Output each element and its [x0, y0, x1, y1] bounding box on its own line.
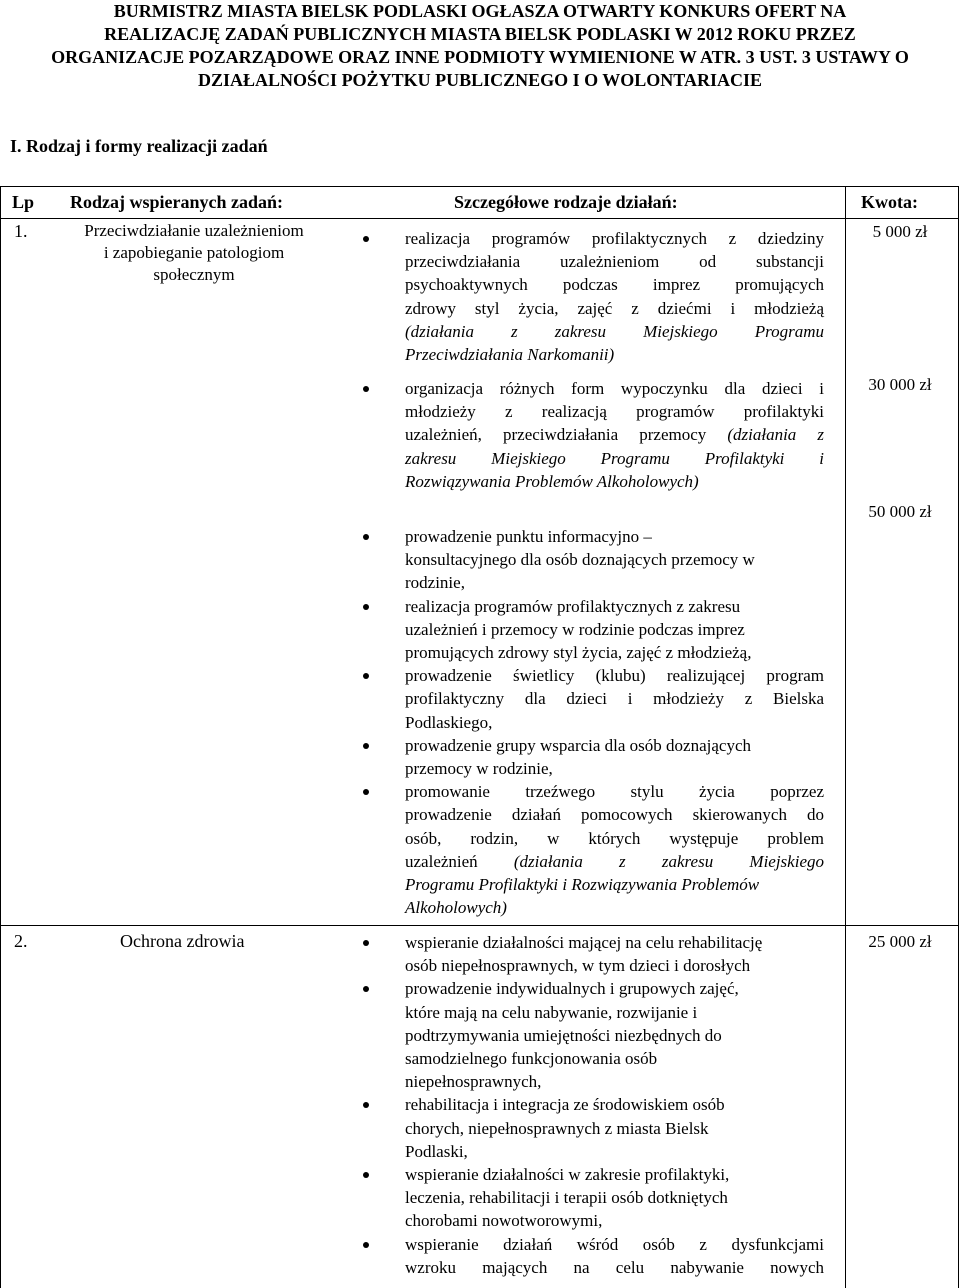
item-line: profilaktyczny dla dzieci i młodzieży z Bielska: [405, 689, 824, 709]
item-line: przeciwdziałania uzależnieniom od substancji: [405, 252, 824, 272]
item-line: rehabilitacja i integracja ze środowiskiem osób: [405, 1095, 725, 1115]
list-item: [362, 227, 824, 366]
activity-list: [362, 525, 824, 919]
item-line: leczenia, rehabilitacji i terapii osób dotkniętych: [405, 1188, 728, 1208]
header-details: Szczegółowe rodzaje działań:: [454, 192, 678, 212]
item-line: Programu Profilaktyki i Rozwiązywania Problemów: [405, 875, 760, 895]
amount-value: 5 000 zł: [872, 222, 928, 241]
row-number: 1.: [14, 221, 28, 241]
list-item: [362, 664, 824, 734]
list-item: [362, 734, 824, 780]
item-line: osób niepełnosprawnych, w tym dzieci i dorosłych: [405, 956, 751, 976]
item-line: promowanie trzeźwego stylu życia poprzez: [405, 782, 824, 802]
row-divider: [0, 925, 959, 926]
item-line: niepełnosprawnych,: [405, 1072, 542, 1092]
item-line: prowadzenie grupy wsparcia dla osób doznających: [405, 735, 752, 755]
title-line: DZIAŁALNOŚCI POŻYTKU PUBLICZNEGO I O WOLONTARIACIE: [198, 70, 762, 90]
activity-list: [362, 227, 824, 366]
activity-list: [362, 931, 824, 1279]
item-line: [405, 850, 824, 873]
list-item: [362, 931, 824, 977]
item-line: Podlaski,: [405, 1141, 468, 1161]
title-line: REALIZACJĘ ZADAŃ PUBLICZNYCH MIASTA BIELSK PODLASKI W 2012 ROKU PRZEZ: [104, 24, 856, 44]
item-line: prowadzenie punktu informacyjno –: [405, 527, 652, 546]
list-item: [362, 525, 824, 595]
header-lp: Lp: [12, 192, 35, 212]
amount-value: 25 000 zł: [868, 932, 932, 951]
item-line: osób, rodzin, w których występuje problem: [405, 828, 824, 848]
list-item: [362, 1093, 824, 1163]
row-number: 2.: [14, 931, 28, 951]
list-item: [362, 977, 824, 1093]
document-title: [0, 0, 960, 92]
amount-value: 50 000 zł: [868, 502, 932, 521]
list-item: [362, 1163, 824, 1233]
item-line: Przeciwdziałania Narkomanii): [405, 345, 615, 365]
item-line: wspieranie działań wśród osób z dysfunkcjami: [405, 1234, 824, 1254]
item-line: Alkoholowych): [405, 898, 507, 918]
item-line: uzależnień i przemocy w rodzinie podczas imprez: [405, 619, 745, 639]
task-type-line: i zapobieganie patologiom: [103, 243, 285, 262]
item-line: zdrowy styl życia, zajęć z dziećmi i młodzieżą: [405, 298, 824, 318]
item-line: prowadzenie indywidualnych i grupowych zajęć,: [405, 979, 739, 999]
item-text-italic: (działania z: [727, 425, 825, 445]
item-text: uzależnień: [405, 851, 514, 871]
item-line: młodzieży z realizacją programów profilaktyki: [405, 402, 824, 422]
title-line: BURMISTRZ MIASTA BIELSK PODLASKI OGŁASZA OTWARTY KONKURS OFERT NA: [113, 1, 847, 21]
item-line: chorych, niepełnosprawnych z miasta Bielsk: [405, 1118, 709, 1138]
item-line: [405, 423, 824, 446]
item-line: chorobami nowotworowymi,: [405, 1211, 603, 1231]
item-line: zakresu Miejskiego Programu Profilaktyki i: [405, 448, 824, 468]
item-line: podtrzymywania umiejętności niezbędnych do: [405, 1025, 722, 1045]
item-line: promujących zdrowy styl życia, zajęć z młodzieżą,: [405, 643, 752, 663]
title-line: ORGANIZACJE POZARZĄDOWE ORAZ INNE PODMIOTY WYMIENIONE W ATR. 3 UST. 3 USTAWY O: [51, 47, 909, 67]
item-line: rodzinie,: [405, 573, 465, 593]
item-line: przemocy w rodzinie,: [405, 759, 553, 779]
list-item: [362, 1233, 824, 1279]
item-line: wspieranie działalności mającej na celu rehabilitację: [405, 933, 763, 952]
item-line: organizacja różnych form wypoczynku dla dzieci i: [405, 379, 824, 398]
header-type: Rodzaj wspieranych zadań:: [70, 192, 284, 212]
section-title: I. Rodzaj i formy realizacji zadań: [10, 136, 268, 156]
item-line: realizacja programów profilaktycznych z zakresu: [405, 596, 741, 616]
list-item: [362, 595, 824, 665]
item-line: Podlaskiego,: [405, 712, 493, 732]
header-amount: Kwota:: [861, 192, 918, 212]
table-left-border: [0, 186, 1, 1288]
item-line: które mają na celu nabywanie, rozwijanie i: [405, 1002, 698, 1022]
amount-value: 30 000 zł: [868, 375, 932, 394]
item-line: konsultacyjnego dla osób doznających przemocy w: [405, 550, 755, 570]
table-top-border: [0, 186, 959, 187]
task-type: [45, 220, 343, 286]
header-bottom-border: [0, 218, 959, 219]
task-type-line: społecznym: [153, 265, 235, 284]
item-line: samodzielnego funkcjonowania osób: [405, 1049, 658, 1069]
item-line: prowadzenie działań pomocowych skierowanych do: [405, 805, 824, 825]
amount-column-border: [845, 186, 846, 1288]
activity-list: [362, 377, 824, 493]
task-type-line: Przeciwdziałanie uzależnieniom: [84, 221, 304, 240]
item-line: (działania z zakresu Miejskiego Programu: [405, 321, 824, 341]
task-type: Ochrona zdrowia: [120, 931, 245, 951]
list-item: [362, 780, 824, 919]
table-right-border: [958, 186, 959, 1288]
item-line: psychoaktywnych podczas imprez promujących: [405, 275, 824, 295]
item-line: prowadzenie świetlicy (klubu) realizującej program: [405, 666, 824, 686]
item-line: wzroku mających na celu nabywanie nowych: [405, 1257, 824, 1277]
item-text-italic: (działania z zakresu Miejskiego: [513, 851, 824, 871]
item-line: realizacja programów profilaktycznych z dziedziny: [405, 229, 824, 248]
list-item: [362, 377, 824, 493]
item-line: Rozwiązywania Problemów Alkoholowych): [405, 471, 699, 491]
item-text: uzależnień, przeciwdziałania przemocy: [405, 425, 728, 445]
item-line: wspieranie działalności w zakresie profilaktyki,: [405, 1165, 730, 1185]
